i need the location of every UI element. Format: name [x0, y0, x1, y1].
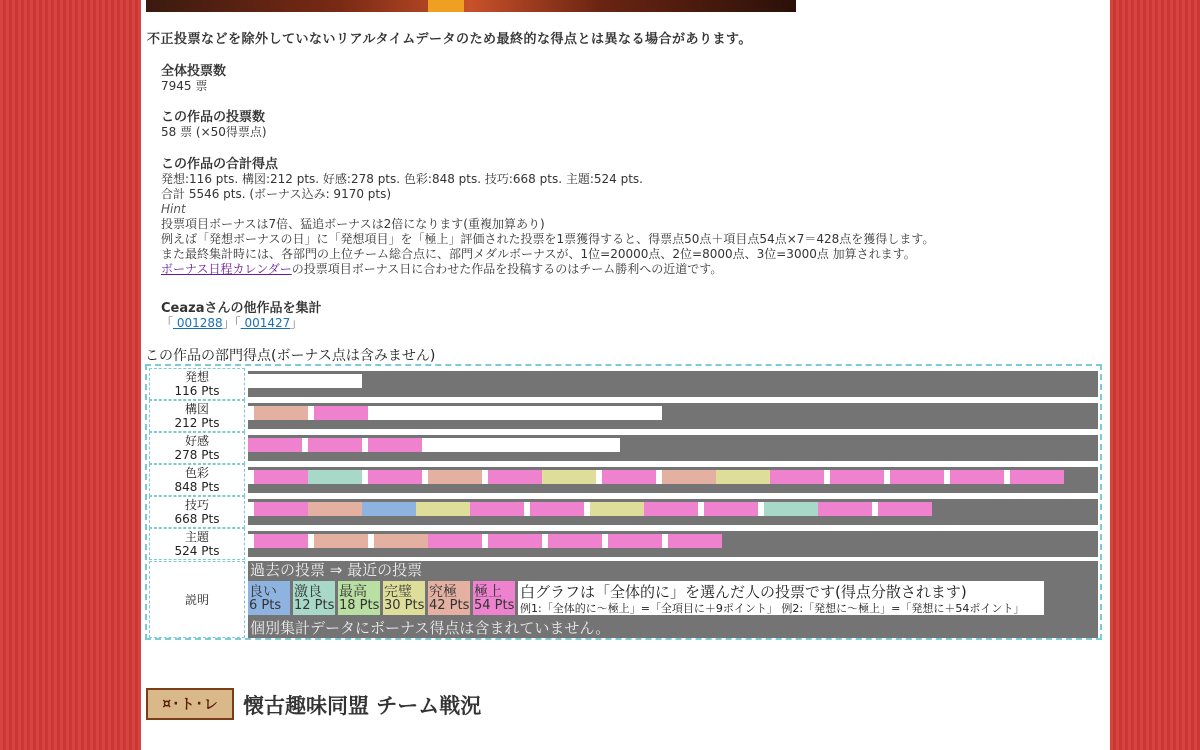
legend-grade [428, 581, 470, 615]
vote-bar-track [248, 371, 1098, 397]
white-graph-desc: 白グラフは「全体的に」を選んだ人の投票です(得点分散されます) [520, 583, 967, 601]
vote-segment [890, 470, 944, 484]
legend-grade [293, 581, 335, 615]
legend-row-label: 説明 [149, 561, 245, 638]
hint-label: Hint [161, 202, 186, 216]
work-votes-heading: この作品の投票数 [161, 110, 266, 125]
legend-grade-points: 30 Pts [384, 598, 425, 613]
category-label [149, 528, 245, 560]
legend-examples: 例1:「全体的に〜極上」=「全項目に＋9ポイント」 例2:「発想に〜極上」=「発想に＋54ポイント」 [520, 602, 1025, 615]
vote-segment [362, 502, 416, 516]
vote-segment [662, 470, 716, 484]
legend-title: 過去の投票 ⇒ 最近の投票 [250, 561, 423, 579]
vote-segment [614, 438, 620, 452]
hint-line: また最終集計時には、各部門の上位チーム総合点に、部門メダルボーナスが、1位=20000点、2位=8000点、3位=3000点 加算されます。 [161, 247, 916, 261]
category-label [149, 496, 245, 528]
work-link-001288[interactable]: 001288 [173, 316, 223, 330]
category-name: 主題 [184, 530, 209, 544]
category-label [149, 400, 245, 432]
legend-grade-name: 良い [249, 584, 277, 600]
vote-segment [254, 406, 308, 420]
work-link-001427[interactable]: 001427 [240, 316, 291, 330]
category-points: 668 Pts [174, 512, 220, 526]
other-works-block [161, 301, 321, 331]
vote-segment [818, 502, 872, 516]
vote-bar-track [248, 499, 1098, 525]
vote-segment [248, 438, 302, 452]
category-row [149, 528, 1098, 560]
category-row [149, 496, 1098, 528]
vote-segment [428, 470, 482, 484]
legend-footer: 個別集計データにボーナス得点は含まれていません。 [250, 619, 611, 637]
legend-grade-name: 激良 [294, 584, 322, 600]
vote-bar-track [248, 403, 1098, 429]
category-points: 116 Pts [174, 384, 220, 398]
legend-grade-points: 54 Pts [474, 598, 515, 613]
realtime-notice: 不正投票などを除外していないリアルタイムデータのため最終的な得点とは異なる場合があります。 [147, 32, 752, 47]
vote-segment [590, 502, 644, 516]
category-points: 278 Pts [174, 448, 220, 462]
hint-line: 例えば「発想ボーナスの日」に「発想項目」を「極上」評価された投票を1票獲得すると、得票点50点＋項目点54点×7＝428点を獲得します。 [161, 232, 935, 246]
vote-segment [1010, 470, 1064, 484]
total-votes-block [161, 64, 226, 94]
vote-segment [950, 470, 1004, 484]
category-points: 212 Pts [174, 416, 220, 430]
vote-segment [314, 534, 368, 548]
vote-segment [716, 470, 770, 484]
work-score-block [161, 157, 934, 277]
total-votes-heading: 全体投票数 [161, 64, 227, 79]
vote-segment [770, 470, 824, 484]
vote-segment [668, 534, 722, 548]
vote-segment [374, 534, 428, 548]
category-label [149, 368, 245, 400]
legend-grade-name: 最高 [339, 584, 367, 600]
category-name: 技巧 [184, 498, 209, 512]
vote-segment [416, 502, 470, 516]
hint-line: 投票項目ボーナスは7倍、猛追ボーナスは2倍になります(重複加算あり) [161, 217, 545, 231]
total-votes-value: 7945 票 [161, 79, 208, 93]
vote-segment [644, 502, 698, 516]
vote-segment [368, 470, 422, 484]
category-row [149, 368, 1098, 400]
legend-grade-name: 完璧 [384, 584, 412, 600]
page-content [141, 0, 1110, 750]
legend-grade-points: 6 Pts [249, 598, 282, 613]
team-status-title: 懐古趣味同盟 チーム戦況 [243, 694, 482, 718]
team-emblem-icon: ¤ · ト · レ [146, 688, 234, 720]
vote-segment [548, 534, 602, 548]
legend-grade [248, 581, 290, 615]
vote-segment [530, 502, 584, 516]
other-works-links [161, 316, 321, 331]
category-label [149, 464, 245, 496]
vote-segment [608, 534, 662, 548]
score-breakdown: 発想:116 pts. 構図:212 pts. 好感:278 pts. 色彩:848 pts. 技巧:668 pts. 主題:524 pts. [161, 172, 643, 186]
work-votes-block [161, 110, 267, 140]
legend-grade [383, 581, 425, 615]
vote-segment [704, 502, 758, 516]
legend-grade [338, 581, 380, 615]
vote-segment [830, 470, 884, 484]
vote-segment [602, 470, 656, 484]
vote-segment [308, 502, 362, 516]
bracket: 」 [290, 316, 303, 330]
work-score-heading: この作品の合計得点 [161, 157, 279, 172]
vote-segment [368, 438, 422, 452]
vote-bar-track [248, 435, 1098, 461]
legend-grade-points: 12 Pts [294, 598, 335, 613]
banner-image [146, 0, 796, 12]
vote-segment [254, 502, 308, 516]
bonus-calendar-link[interactable]: ボーナス日程カレンダー [161, 262, 292, 276]
category-label [149, 432, 245, 464]
legend-panel [248, 561, 1098, 638]
vote-segment [254, 534, 308, 548]
vote-segment [878, 502, 932, 516]
bracket: 「 [161, 316, 174, 330]
vote-segment [488, 470, 542, 484]
bracket: 」「 [222, 316, 241, 330]
work-votes-value: 58 票 (×50得票点) [161, 125, 267, 139]
vote-segment [308, 438, 362, 452]
category-name: 発想 [184, 370, 209, 384]
vote-segment [488, 534, 542, 548]
category-row [149, 400, 1098, 432]
category-name: 構図 [184, 402, 209, 416]
calendar-line [161, 262, 934, 277]
vote-segment [308, 470, 362, 484]
vote-bar-track [248, 467, 1098, 493]
vote-segment [656, 406, 662, 420]
legend-grade-name: 極上 [474, 584, 502, 600]
category-name: 好感 [184, 434, 209, 448]
category-row [149, 464, 1098, 496]
category-row [149, 432, 1098, 464]
score-total: 合計 5546 pts. (ボーナス込み: 9170 pts) [161, 187, 392, 201]
vote-segment [542, 470, 596, 484]
legend-grade-points: 42 Pts [429, 598, 470, 613]
vote-segment [254, 470, 308, 484]
calendar-suffix: の投票項目ボーナス日に合わせた作品を投稿するのはチーム勝利への近道です。 [291, 262, 723, 276]
legend-grade-name: 究極 [429, 584, 457, 600]
white-graph-note [518, 581, 1044, 615]
legend-row [149, 561, 1098, 638]
legend-grade [473, 581, 515, 615]
vote-bar-track [248, 531, 1098, 557]
category-name: 色彩 [184, 466, 209, 480]
vote-segment [314, 406, 368, 420]
vote-segment [428, 534, 482, 548]
category-points: 524 Pts [174, 544, 220, 558]
other-works-heading: Ceazaさんの他作品を集計 [161, 301, 322, 316]
vote-segment [356, 374, 362, 388]
vote-segment [470, 502, 524, 516]
vote-segment [764, 502, 818, 516]
category-breakdown-table [145, 364, 1102, 640]
category-points: 848 Pts [174, 480, 220, 494]
breakdown-title: この作品の部門得点(ボーナス点は含みません) [145, 348, 436, 364]
legend-grade-points: 18 Pts [339, 598, 380, 613]
